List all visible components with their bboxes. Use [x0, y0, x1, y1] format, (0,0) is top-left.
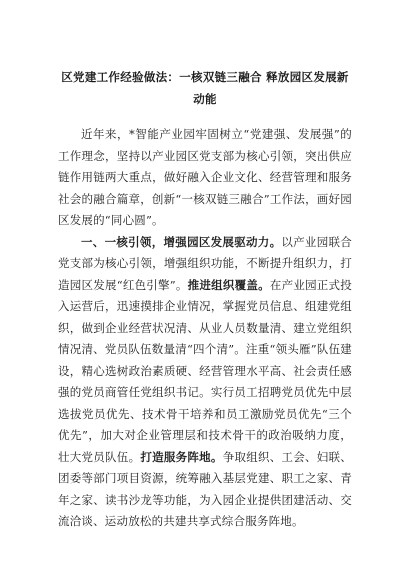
section1-text-a: 以产业园联合党支部为核心引领，增强组织功能，不断提升组织力，打造园区发展“红色引擎”。: [58, 234, 352, 292]
section1-text-b: 在产业园正式投入运营后，迅速摸排企业情况，掌握党员信息、组建党组织，做到企业经营状况清、从业人员数量清、建立党组织情况清、党员队伍数量清“四个清”。注重“领头雁”队伍建设，精心选树政治素质硬、经营管理水平高、社会责任感强的党员商管任党组织书记。实行员工招聘党员优先中层选拔党员优先、技术骨干培养和员工激励党员优先“三个优先”，加大对企业管理层和技术骨干的政治吸纳力度，壮大党员队伍。: [58, 277, 352, 464]
section1-text-c: 争取组织、工会、妇联、团委等部门项目资源，统筹融入基层党建、职工之家、青年之家、读书沙龙等功能，为入园企业提供团建活动、交流洽谈、运动放松的共建共享式综合服务阵地。: [58, 449, 353, 528]
section1-bold-a: 推进组织覆盖。: [187, 277, 270, 292]
intro-paragraph: 近年来，*智能产业园牢固树立“党建强、发展强”的工作理念，坚持以产业园区党支部为核心引领，突出供应链作用链两大重点，做好融入企业文化、经营管理和服务社会的融合篇章，创新“一核双链三融合”工作法，画好园区发展的“同心圆”。: [58, 127, 352, 227]
section1-paragraph: [58, 232, 352, 533]
document-title: 区党建工作经验做法：一核双链三融合 释放园区发展新动能: [61, 70, 349, 106]
section1-bold-b: 打造服务阵地。: [140, 449, 223, 464]
section1-heading: 一、一核引领，增强园区发展驱动力。: [81, 234, 282, 249]
